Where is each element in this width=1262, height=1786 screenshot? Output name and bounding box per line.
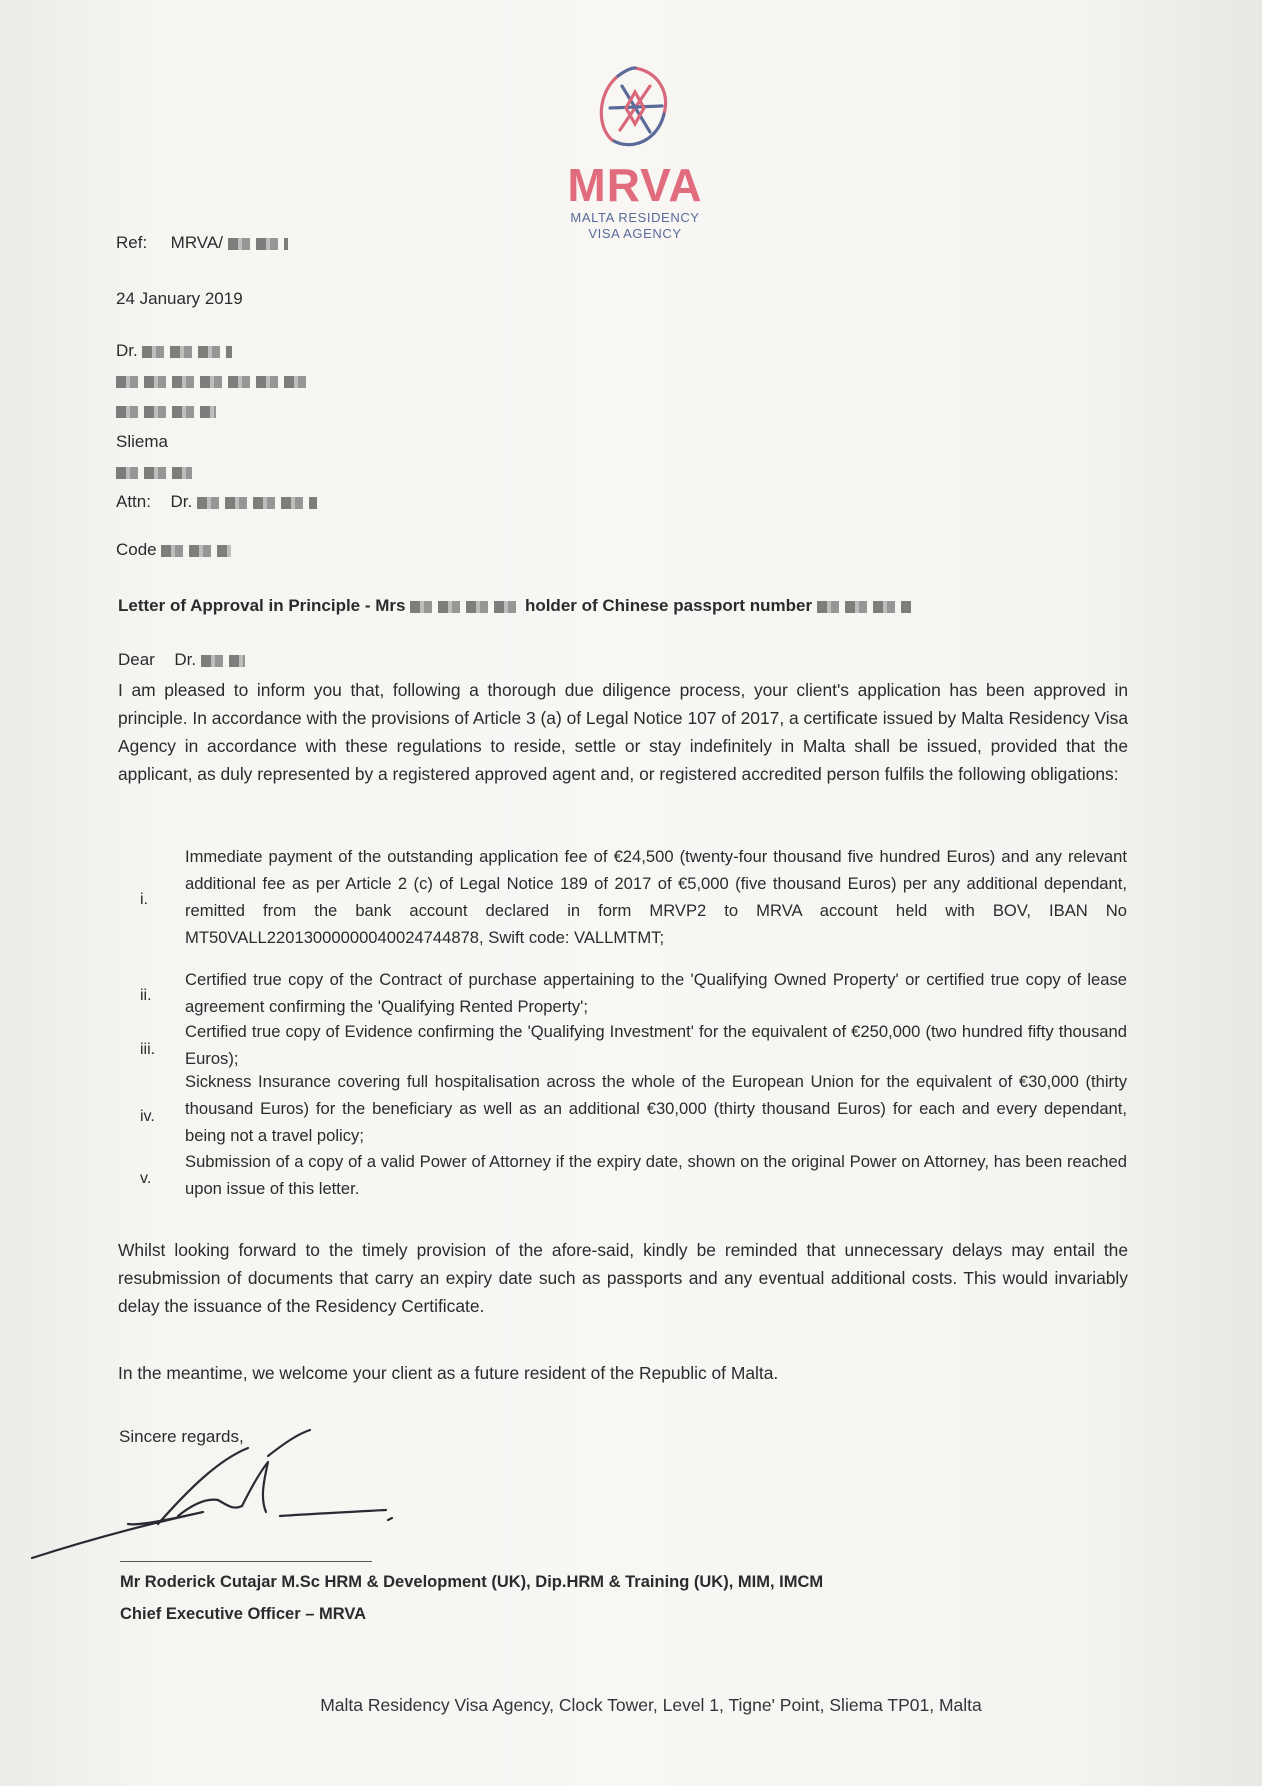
letter-date: 24 January 2019 — [116, 289, 243, 308]
redacted-ref — [228, 238, 288, 250]
obligation-item: Submission of a copy of a valid Power of Attorney if the expiry date, shown on the original Power on Attorney, has been reached upon issue of this letter. — [185, 1152, 1127, 1198]
addressee-name — [116, 340, 232, 362]
salutation-dear: Dear — [118, 650, 155, 669]
reminder-paragraph: Whilst looking forward to the timely provision of the afore-said, kindly be reminded that unnecessary delays may entail the resubmission of documents that carry an expiry date such as passports and any eventual additional costs. This would invariably delay the issuance of the Residency Certificate. — [118, 1240, 1128, 1316]
welcome-paragraph: In the meantime, we welcome your client as a future resident of the Republic of Malta. — [118, 1363, 779, 1383]
redacted-applicant — [410, 601, 520, 613]
redacted-postcode — [116, 467, 192, 479]
redacted-surname — [201, 655, 245, 667]
addressee-address-2 — [116, 400, 216, 422]
logo-subtitle-line1: MALTA RESIDENCY — [570, 210, 700, 225]
letter-subject — [118, 595, 911, 617]
signatory-title: Chief Executive Officer – MRVA — [120, 1605, 367, 1623]
subject-part1: Letter of Approval in Principle - Mrs — [118, 596, 406, 615]
code-line — [116, 539, 231, 561]
obligation-item: Immediate payment of the outstanding application fee of €24,500 (twenty-four thousand five hundred Euros) and any relevant additional fee as per Article 2 (c) of Legal Notice 189 of 2017 of €5,000 (five thousand Euros) per any additional dependant, remitted from the bank account declared in form MRVP2 to MRVA account held with BOV, IBAN No MT50VALL22013000000040024744878, Swift code: VALLMTMT; — [185, 847, 1127, 947]
attention-line — [116, 491, 317, 513]
code-label: Code — [116, 540, 157, 559]
subject-part2: holder of Chinese passport number — [524, 596, 813, 615]
redacted-address — [116, 406, 216, 418]
attn-label: Attn: — [116, 492, 151, 511]
signature-image — [28, 1420, 408, 1570]
obligation-number: iv. — [140, 1108, 155, 1125]
obligation-number: v. — [140, 1170, 152, 1187]
logo-subtitle-line2: VISA AGENCY — [588, 226, 682, 241]
addressee-address-1 — [116, 370, 312, 392]
obligation-number: iii. — [140, 1041, 156, 1058]
obligation-number: i. — [140, 891, 148, 908]
ref-value: MRVA/ — [170, 233, 223, 252]
redacted-passport — [817, 601, 911, 613]
signatory-name: Mr Roderick Cutajar M.Sc HRM & Development (UK), Dip.HRM & Training (UK), MIM, IMCM — [120, 1573, 824, 1591]
obligation-item: Certified true copy of the Contract of purchase appertaining to the 'Qualifying Owned Property' or certified true copy of lease agreement confirming the 'Qualifying Rented Property'; — [185, 970, 1127, 1016]
obligation-number: ii. — [140, 987, 152, 1004]
attn-value: Dr. — [170, 492, 193, 511]
redacted-code — [161, 545, 231, 557]
intro-paragraph: I am pleased to inform you that, following a thorough due diligence process, your client's application has been approved in principle. In accordance with the provisions of Article 3 (a) of Legal Notice 107 of 2017, a certificate issued by Malta Residency Visa Agency in accordance with these regulations to reside, settle or stay indefinitely in Malta shall be issued, provided that the applicant, as duly represented by a registered approved agent and, or registered accredited person fulfils the following obligations: — [118, 680, 1128, 784]
obligation-item: Certified true copy of Evidence confirming the 'Qualifying Investment' for the equivalent of €250,000 (two hundred fifty thousand Euros); — [185, 1022, 1127, 1068]
redacted-attn — [197, 497, 317, 509]
addressee-postcode — [116, 461, 192, 483]
letter-footer: Malta Residency Visa Agency, Clock Tower, Level 1, Tigne' Point, Sliema TP01, Malta — [320, 1695, 982, 1715]
ref-label: Ref: — [116, 233, 148, 252]
logo-wordmark: MRVA — [567, 159, 703, 211]
addressee-city: Sliema — [116, 432, 168, 451]
closing-regards: Sincere regards, — [119, 1427, 244, 1446]
redacted-name — [142, 346, 232, 358]
reference-line — [116, 232, 288, 254]
mrva-emblem-icon — [592, 62, 678, 158]
redacted-address — [116, 376, 312, 388]
obligation-item: Sickness Insurance covering full hospitalisation across the whole of the European Union for the equivalent of €30,000 (thirty thousand Euros) for the beneficiary as well as an additional €30,000 (thirty thousand Euros) for each and every dependant, being not a travel policy; — [185, 1072, 1127, 1145]
letterhead-logo — [540, 62, 730, 242]
addressee-prefix: Dr. — [116, 341, 138, 360]
signature-rule — [120, 1561, 372, 1562]
salutation — [118, 649, 245, 671]
salutation-dr: Dr. — [174, 650, 197, 669]
